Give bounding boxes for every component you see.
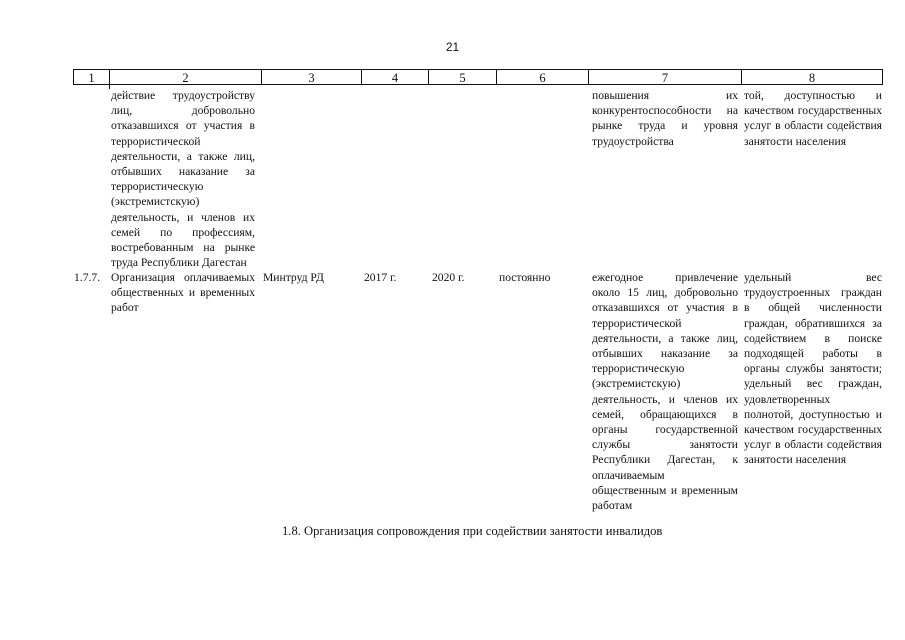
section-heading: 1.8. Организация сопровождения при содействии занятости инвалидов — [282, 524, 663, 538]
continued-measure-text: действие трудоустройству лиц, добровольно отказавшихся от участия в террористической деятельности, а также лиц, отбывших наказание за террористическую (экстремистскую) деятельность, и членов их семей по профессиям, востребованным на рынке труда Республики Дагестан — [111, 89, 255, 270]
end-year: 2020 г. — [432, 271, 465, 284]
col-header-4: 4 — [361, 69, 428, 85]
row-number: 1.7.7. — [74, 271, 101, 284]
col-header-2: 2 — [109, 69, 261, 85]
continued-result-text: повышения их конкурентоспособности на рынке труда и уровня трудоустройства — [592, 89, 738, 148]
col-header-5: 5 — [428, 69, 496, 85]
financing: постоянно — [499, 271, 551, 284]
column-divider — [109, 85, 110, 89]
col-header-7: 7 — [588, 69, 741, 85]
expected-result: ежегодное привлечение около 15 лиц, добровольно отказавшихся от участия в террористической деятельности, а также лиц, отбывших наказание за террористическую (экстремистскую) деятельность, и членов их семей, обращающихся в органы государственной службы занятости Республики Дагестан, к оплачиваемым общественным и временным работам — [592, 271, 738, 513]
indicators: удельный вес трудоустроенных граждан в общей численности граждан, обратившихся за содействием в поиске подходящей работы в органы службы занятости; удельный вес граждан, удовлетворенных полнотой, доступностью и качеством государственных услуг в области содействия занятости населения — [744, 271, 882, 467]
measure-name: Организация оплачиваемых общественных и временных работ — [111, 271, 255, 315]
start-year: 2017 г. — [364, 271, 397, 284]
executor: Минтруд РД — [263, 271, 324, 284]
continued-indicators-text: той, доступностью и качеством государственных услуг в области содействия занятости населения — [744, 89, 882, 148]
col-header-1: 1 — [73, 69, 109, 85]
col-header-6: 6 — [496, 69, 588, 85]
page-number: 21 — [445, 40, 460, 54]
col-header-3: 3 — [261, 69, 361, 85]
col-header-8: 8 — [741, 69, 883, 85]
